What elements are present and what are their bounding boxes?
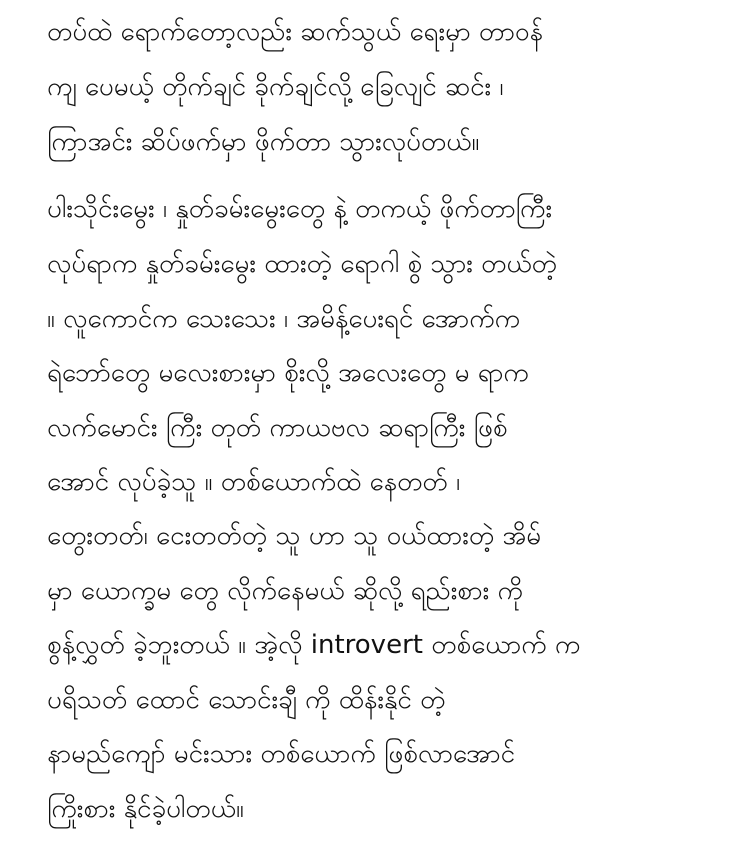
text-line: အောင် လုပ်ခဲ့သူ ။ တစ်ယောက်ထဲ နေတတ် ၊ — [47, 467, 461, 497]
text-line: စွန့်လွှတ် ခဲ့ဘူးတယ် ။ အဲ့လို introvert တစ်ယောက် က — [47, 630, 581, 660]
text-line: တပ်ထဲ ရောက်တော့လည်း ဆက်သွယ် ရေးမှာ တာဝန် — [47, 17, 543, 47]
text-line: ကျ ပေမယ့် တိုက်ချင် ခိုက်ချင်လို့ ခြေလျင် ဆင်း ၊ — [47, 72, 504, 102]
text-line: လုပ်ရာက နှုတ်ခမ်းမွေး ထားတဲ့ ရောဂါ စွဲ သွား တယ်တဲ့ — [47, 249, 557, 279]
text-line: ။ လူကောင်က သေးသေး ၊ အမိန့်ပေးရင် အောက်က — [47, 304, 521, 334]
text-line: ပရိသတ် ထောင် သောင်းချီ ကို ထိန်းနိုင် တဲ့ — [47, 685, 446, 715]
text-line: ရဲဘော်တွေ မလေးစားမှာ စိုးလို့ အလေးတွေ မ ရာက — [47, 358, 529, 388]
text-line: နာမည်ကျော် မင်းသား တစ်ယောက် ဖြစ်လာအောင် — [47, 739, 516, 769]
text-line: ပါးသိုင်းမွေး ၊ နှုတ်ခမ်းမွေးတွေ နဲ့ တကယ့် ဖိုက်တာကြီး — [47, 194, 553, 224]
text-line: ကြာအင်း ဆိပ်ဖက်မှာ ဖိုက်တာ သွားလုပ်တယ်။ — [47, 127, 480, 157]
text-line: ကြိုးစား နိုင်ခဲ့ပါတယ်။ — [47, 794, 244, 824]
text-line: တွေးတတ်၊ ငေးတတ်တဲ့ သူ ဟာ သူ ဝယ်ထားတဲ့ အိမ် — [47, 521, 542, 551]
text-line: မှာ ယောက္ခမ တွေ လိုက်နေမယ် ဆိုလို့ ရည်းစား ကို — [47, 576, 523, 606]
text-line: လက်မောင်း ကြီး တုတ် ကာယဗလ ဆရာကြီး ဖြစ် — [47, 413, 508, 443]
